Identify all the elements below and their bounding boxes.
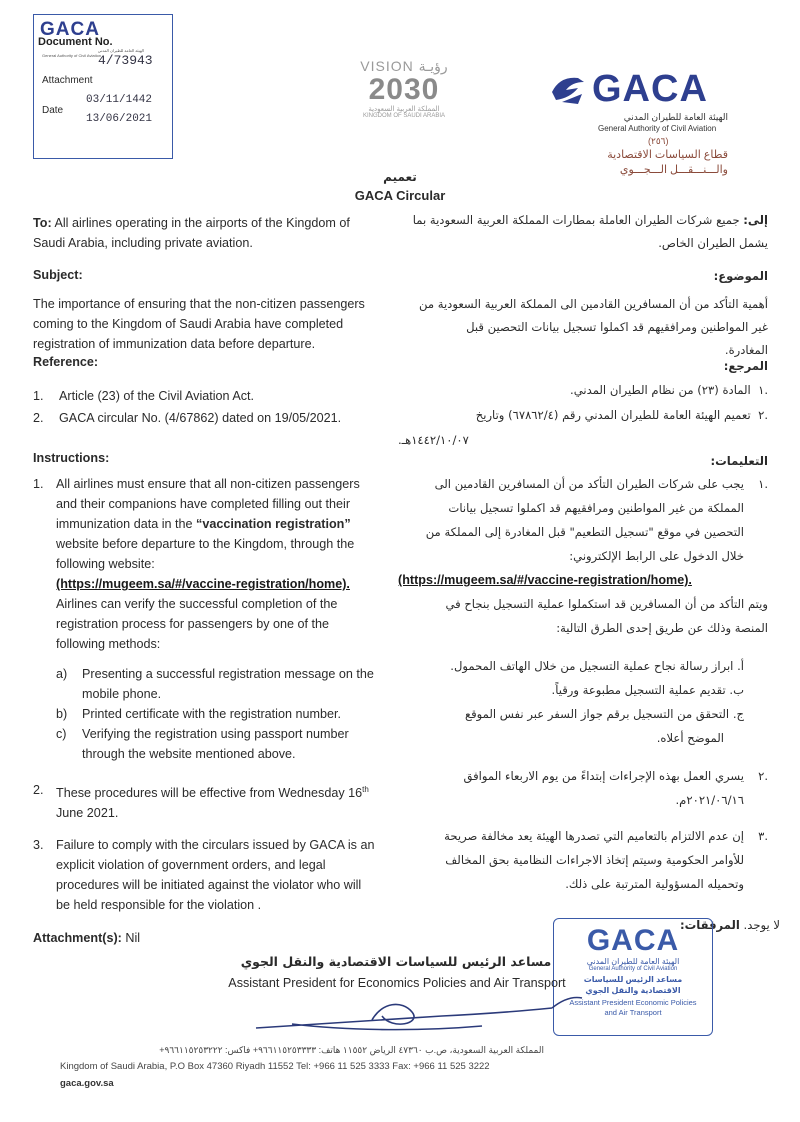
subject-en: The importance of ensuring that the non-citizen passengers coming to the Kingdom of Saudi Arabia have completed registration of immunization data before departure.: [33, 297, 365, 351]
falcon-icon: [548, 72, 588, 110]
instructions-ar: .١ يجب على شركات الطيران التأكد من أن المسافرين القادمين الى المملكة من غير المواطنين ومرافقيهم قد اكملوا تسجيل بيانات التحصين في موقع "تسجيل التطعيم" قبل المغادرة إلى المملكة من خلال الدخول على الرابط الإلكتروني: (https://mugeem.sa/#/vaccine-registration/home). ويتم التأكد من أن المسافرين قد استكملوا عملية التسجيل بنجاح في المنصة وذلك عن طريق إحدى الطرق التالية: أ. ابراز رسالة نجاح عملية التسجيل من خلال الهاتف المحمول. ب. تقديم عملية التسجيل مطبوعة ورقياً. ج. التحقق من التسجيل برقم جواز السفر عبر نفس الموقع الموضح أعلاه. .٢ يسري العمل بهذه الإجراءات إبتداءً من يوم الاربعاء الموافق ٢٠٢١/٠٦/١٦م. .٣ إن عدم الالتزام بالتعاميم التي تصدرها الهيئة يعد مخالفة صريحة للأوامر الحكومية وسيتم إتخاذ الاجراءات النظامية بحق المخالف وتحميله المسؤولية المترتبة على ذلك.: [398, 472, 768, 896]
reference-item-ar: .٢ تعميم الهيئة العامة للطيران المدني رقم (٦٧٨٦٢/٤) وتاريخ: [475, 408, 768, 422]
reference-item-ar: .١ المادة (٢٣) من نظام الطيران المدني.: [570, 383, 768, 397]
sector-line-1: قطاع السياسات الاقتصادية: [607, 149, 728, 161]
reference-item: 2. GACA circular No. (4/67862) dated on 19/05/2021.: [33, 411, 342, 425]
attachments-en: Attachment(s): Nil: [33, 931, 141, 945]
instructions-en: [33, 474, 385, 915]
reference-ar-list: .١ المادة (٢٣) من نظام الطيران المدني. .٢ تعميم الهيئة العامة للطيران المدني رقم (٦٧٨٦٢/٤) وتاريخ ١٤٤٢/١٠/٠٧هـ.: [398, 378, 768, 453]
method-item: b) Printed certificate with the registration number.: [56, 707, 341, 721]
vaccine-registration-link[interactable]: (https://mugeem.sa/#/vaccine-registration/home).: [56, 577, 350, 591]
date-hijri: 03/11/1442: [86, 94, 153, 106]
attachments-ar: لا يوجد. المرفقات:: [679, 918, 780, 932]
subject-label-en: Subject:: [33, 268, 83, 282]
vaccine-registration-link-ar[interactable]: (https://mugeem.sa/#/vaccine-registration/home).: [398, 573, 692, 587]
instructions-label-ar: التعليمات:: [710, 454, 768, 468]
official-seal: GACA الهيئة العامة للطيران المدني General Authority of Civil Aviation مساعد الرئيس للسياسات الاقتصادية والنقل الجوي Assistant President Economic Policies and Air Transport: [553, 918, 713, 1036]
to-en: To: All airlines operating in the airports of the Kingdom of Saudi Arabia, including private aviation.: [33, 216, 350, 250]
sector-line-2: والـــنـــقـــل الـــجـــوي: [619, 164, 728, 176]
header-sector: [560, 148, 728, 178]
reference-item: 1. Article (23) of the Civil Aviation Act.: [33, 389, 255, 403]
method-item: c) Verifying the registration using passport number through the website mentioned above.: [56, 727, 349, 761]
header-code: (٢٥٦): [648, 136, 669, 146]
instructions-label-en: Instructions:: [33, 451, 110, 465]
document-stamp-box: [33, 14, 173, 159]
footer-website[interactable]: gaca.gov.sa: [60, 1078, 114, 1089]
document-number: 4/73943: [98, 53, 153, 68]
date-gregorian: 13/06/2021: [86, 113, 153, 125]
handwritten-signature: [252, 990, 592, 1038]
label-date: Date: [42, 105, 64, 116]
instruction-item-3-ar: .٣ إن عدم الالتزام بالتعاميم التي تصدرها الهيئة يعد مخالفة صريحة للأوامر الحكومية وسيتم إتخاذ الاجراءات النظامية بحق المخالف وتحميله المسؤولية المترتبة على ذلك.: [444, 829, 768, 891]
subject-ar: أهمية التأكد من أن المسافرين القادمين الى المملكة العربية السعودية من غير المواطنين ومرافقيهم قد اكملوا تسجيل بيانات التحصين قبل المغادرة.: [419, 297, 768, 357]
method-item: a) Presenting a successful registration message on the mobile phone.: [56, 667, 374, 701]
vision-2030-logo: [345, 58, 463, 130]
header-ar-name: الهيئة العامة للطيران المدني: [623, 112, 728, 122]
instruction-item-1: 1. All airlines must ensure that all non-citizen passengers and their companions have completed filling out their immunization data in the “vaccination registration” website before departure to the Kingdom, through the following website: (https://mugeem.sa/#/vaccine-registration/home). Airlines can verify the successful completion of the registration process for passengers by one of the following methods: a) Presenting a successful registration message on the mobile phone. b) Printed certificate with the registration number. c) Verifying the registration using passport number through the website mentioned above.: [33, 474, 385, 764]
header-logo-text: GACA: [592, 68, 708, 110]
methods-ar: أ. ابراز رسالة نجاح عملية التسجيل من خلال الهاتف المحمول. ب. تقديم عملية التسجيل مطبوعة ورقياً. ج. التحقق من التسجيل برقم جواز السفر عبر نفس الموقع الموضح أعلاه.: [450, 659, 744, 745]
stamp-logo-ar: الهيئة العامة للطيران المدني: [97, 48, 144, 53]
reference-label-en: Reference:: [33, 355, 99, 369]
instruction-item-2-ar: .٢ يسري العمل بهذه الإجراءات إبتداءً من يوم الاربعاء الموافق ٢٠٢١/٠٦/١٦م.: [463, 769, 768, 807]
title-ar: تعميم: [383, 170, 417, 184]
instruction-item-1-ar: .١ يجب على شركات الطيران التأكد من أن المسافرين القادمين الى المملكة من غير المواطنين ومرافقيهم قد اكملوا تسجيل بيانات التحصين في موقع "تسجيل التطعيم" قبل المغادرة إلى المملكة من خلال الدخول على الرابط الإلكتروني: (https://mugeem.sa/#/vaccine-registration/home).: [398, 472, 768, 592]
vision-label: VISION رؤيـة: [360, 58, 448, 74]
stamp-logo-en: General Authority of Civil Aviation: [42, 53, 102, 58]
vision-year: 2030: [368, 73, 440, 106]
subject-label-ar: الموضوع:: [713, 269, 768, 283]
instruction-item-3: 3. Failure to comply with the circulars issued by GACA is an explicit violation of government orders, and legal procedures will be initiated against the violator who will be held responsible for the violation .: [33, 838, 375, 913]
instruction-item-2: 2. These procedures will be effective from Wednesday 16th June 2021.: [33, 783, 369, 821]
reference-label-ar: المرجع:: [723, 359, 768, 373]
label-attachment: Attachment: [42, 75, 93, 86]
to-ar: إلى: جميع شركات الطيران العاملة بمطارات المملكة العربية السعودية بما يشمل الطيران الخاص.: [412, 213, 768, 250]
signature-title-en: Assistant President for Economics Policies and Air Transport: [228, 976, 566, 990]
reference-en-list: [33, 385, 385, 429]
header-en-name: General Authority of Civil Aviation: [598, 124, 717, 133]
vision-ar: المملكة العربية السعودية: [368, 106, 440, 113]
vision-en: KINGDOM OF SAUDI ARABIA: [362, 113, 445, 119]
label-document-no: Document No.: [38, 36, 113, 48]
stamp-logo: GACA: [40, 19, 100, 40]
title-en: GACA Circular: [354, 188, 446, 203]
footer-en: Kingdom of Saudi Arabia, P.O Box 47360 Riyadh 11552 Tel: +966 11 525 3333 Fax: +966 11 525 3222: [60, 1061, 490, 1072]
signature-title-ar: مساعد الرئيس للسياسات الاقتصادية والنقل الجوي: [240, 954, 552, 969]
footer-ar: المملكة العربية السعودية، ص.ب ٤٧٣٦٠ الرياض ١١٥٥٢ هاتف: ٩٦٦١١٥٢٥٣٣٣٣+ فاكس: ٩٦٦١١٥٢٥٣٢٢٢+: [159, 1045, 544, 1055]
